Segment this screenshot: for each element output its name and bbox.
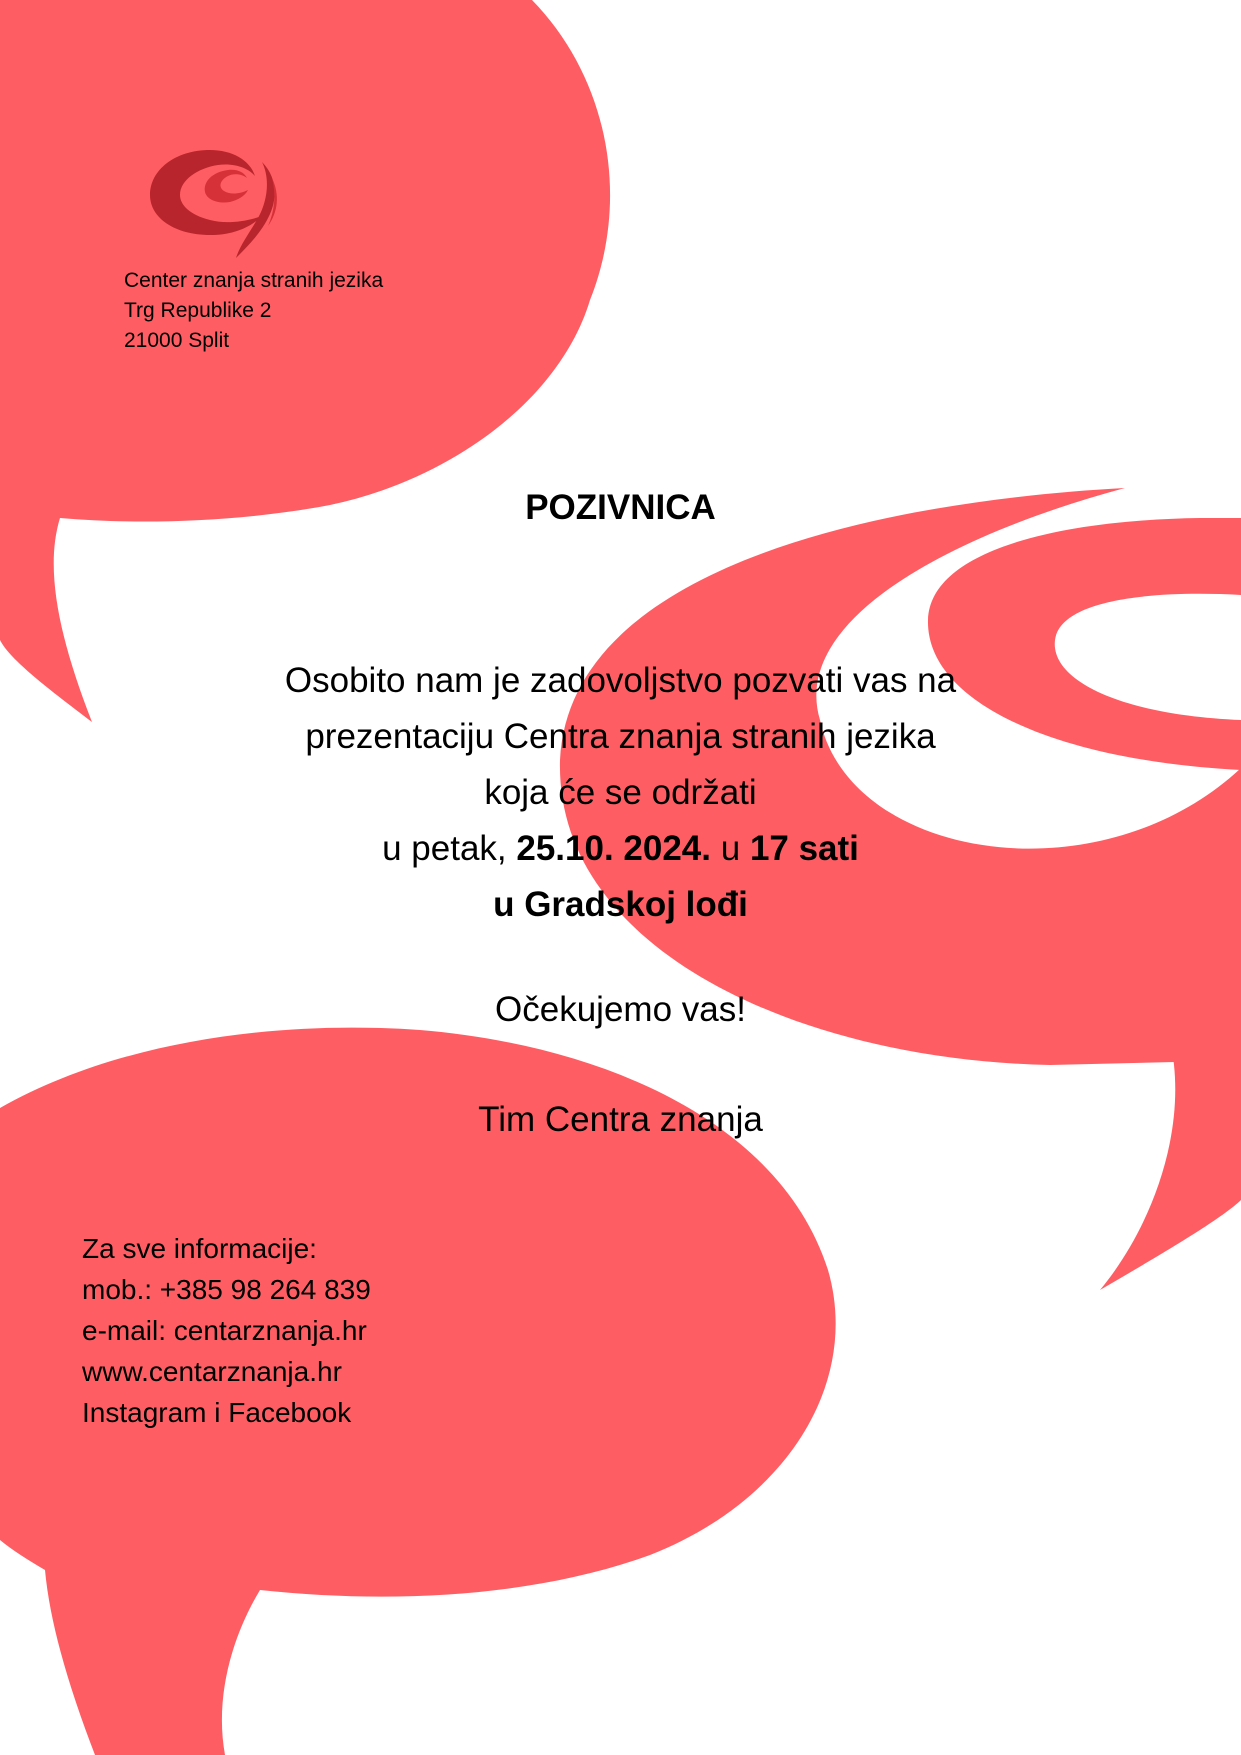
contact-heading: Za sve informacije: xyxy=(82,1233,317,1264)
message-at: u xyxy=(720,829,741,868)
event-date: 25.10. 2024. xyxy=(516,829,711,868)
signature-text: Tim Centra znanja xyxy=(478,1100,763,1139)
contact-website: www.centarznanja.hr xyxy=(82,1356,342,1387)
sender-name: Center znanja stranih jezika xyxy=(124,269,384,292)
message-line-4 xyxy=(0,821,1241,877)
event-time: 17 sati xyxy=(749,829,859,868)
message-line-2: prezentaciju Centra znanja stranih jezika xyxy=(305,717,936,756)
contact-info xyxy=(82,1228,371,1433)
sender-city: 21000 Split xyxy=(124,329,230,352)
message-line-3: koja će se održati xyxy=(484,773,757,812)
contact-mobile: mob.: +385 98 264 839 xyxy=(82,1274,371,1305)
invitation-title: POZIVNICA xyxy=(525,488,716,527)
closing-text: Očekujemo vas! xyxy=(495,990,746,1029)
message-line-1: Osobito nam je zadovoljstvo pozvati vas na xyxy=(284,661,957,700)
sender-street: Trg Republike 2 xyxy=(124,299,272,322)
invitation-message xyxy=(0,653,1241,933)
message-day: u petak, xyxy=(382,829,507,868)
top-left-speech-bubble xyxy=(0,0,610,722)
event-venue: u Gradskoj lođi xyxy=(493,885,748,924)
contact-social: Instagram i Facebook xyxy=(82,1397,352,1428)
contact-email: e-mail: centarznanja.hr xyxy=(82,1315,367,1346)
sender-address xyxy=(124,266,383,356)
